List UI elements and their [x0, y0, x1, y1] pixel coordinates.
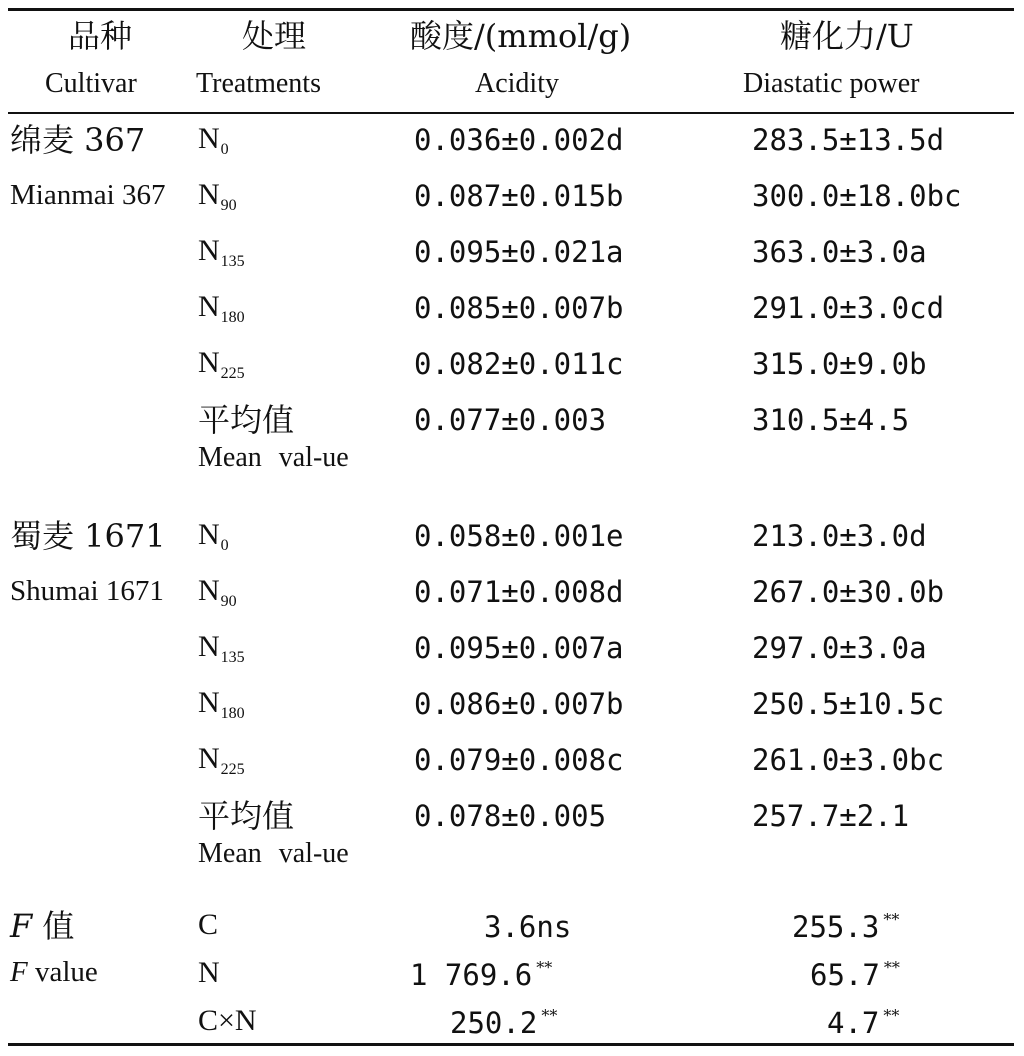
power-value: 283.5±13.5d [752, 123, 945, 157]
cultivar-2-en: Shumai 1671 [10, 575, 164, 607]
header-treatments-zh: 处理 [242, 17, 307, 55]
factor-c: C [198, 908, 219, 941]
acidity-value: 0.036±0.002d [414, 123, 624, 157]
power-mean: 310.5±4.5 [752, 403, 910, 437]
treatment-n180: $N_{180}$ [198, 686, 245, 722]
acidity-value: 0.095±0.007a [414, 631, 624, 665]
top-rule [8, 8, 1014, 11]
cultivar-1-zh: 绵麦 367 [10, 121, 146, 159]
acidity-value: 0.095±0.021a [414, 235, 624, 269]
acidity-value: 0.071±0.008d [414, 575, 624, 609]
treatment-n135: $N_{135}$ [198, 630, 245, 666]
header-power-en: Diastatic power [743, 68, 920, 99]
cultivar-2-zh: 蜀麦 1671 [10, 517, 166, 555]
acidity-value: 0.087±0.015b [414, 179, 624, 213]
power-value: 261.0±3.0bc [752, 743, 945, 777]
treatment-n135: $N_{135}$ [198, 234, 245, 270]
fvalue-label-zh: F 值 [10, 907, 75, 945]
acidity-value: 0.082±0.011c [414, 347, 624, 381]
bottom-rule [8, 1043, 1014, 1046]
treatment-n0: $N_0$ [198, 122, 229, 158]
fvalue-acidity: 250.2 ** [450, 1006, 558, 1040]
factor-cxn: C×N [198, 1004, 257, 1037]
treatment-n0: $N_0$ [198, 518, 229, 554]
fvalue-label-en: F value [10, 956, 98, 988]
acidity-mean: 0.078±0.005 [414, 799, 607, 833]
header-acidity-en: Acidity [475, 68, 559, 99]
factor-n: N [198, 956, 220, 989]
fvalue-power: 65.7 ** [810, 958, 900, 992]
header-treatments-en: Treatments [196, 68, 321, 99]
power-value: 250.5±10.5c [752, 687, 945, 721]
mean-label-zh: 平均值 [198, 401, 295, 439]
header-cultivar-en: Cultivar [45, 68, 137, 99]
header-cultivar-zh: 品种 [68, 17, 133, 55]
header-power-zh: 糖化力/U [780, 17, 914, 55]
acidity-value: 0.085±0.007b [414, 291, 624, 325]
fvalue-acidity: 3.6ns [484, 910, 572, 944]
power-value: 267.0±30.0b [752, 575, 945, 609]
power-value: 315.0±9.0b [752, 347, 927, 381]
power-value: 297.0±3.0a [752, 631, 927, 665]
power-value: 291.0±3.0cd [752, 291, 945, 325]
acidity-value: 0.079±0.008c [414, 743, 624, 777]
mean-label-en: Mean val-ue [198, 442, 349, 473]
acidity-mean: 0.077±0.003 [414, 403, 607, 437]
power-value: 300.0±18.0bc [752, 179, 962, 213]
power-value: 213.0±3.0d [752, 519, 927, 553]
mean-label-zh: 平均值 [198, 797, 295, 835]
treatment-n90: $N_{90}$ [198, 178, 237, 214]
fvalue-power: 255.3 ** [792, 910, 900, 944]
cultivar-1-en: Mianmai 367 [10, 179, 166, 211]
treatment-n90: $N_{90}$ [198, 574, 237, 610]
treatment-n225: $N_{225}$ [198, 346, 245, 382]
header-rule [8, 112, 1014, 114]
header-acidity-zh: 酸度/(mmol/g) [410, 17, 632, 55]
treatment-n225: $N_{225}$ [198, 742, 245, 778]
power-value: 363.0±3.0a [752, 235, 927, 269]
acidity-value: 0.058±0.001e [414, 519, 624, 553]
fvalue-power: 4.7 ** [827, 1006, 900, 1040]
acidity-value: 0.086±0.007b [414, 687, 624, 721]
fvalue-acidity: 1 769.6 ** [410, 958, 553, 992]
treatment-n180: $N_{180}$ [198, 290, 245, 326]
power-mean: 257.7±2.1 [752, 799, 910, 833]
mean-label-en: Mean val-ue [198, 838, 349, 869]
